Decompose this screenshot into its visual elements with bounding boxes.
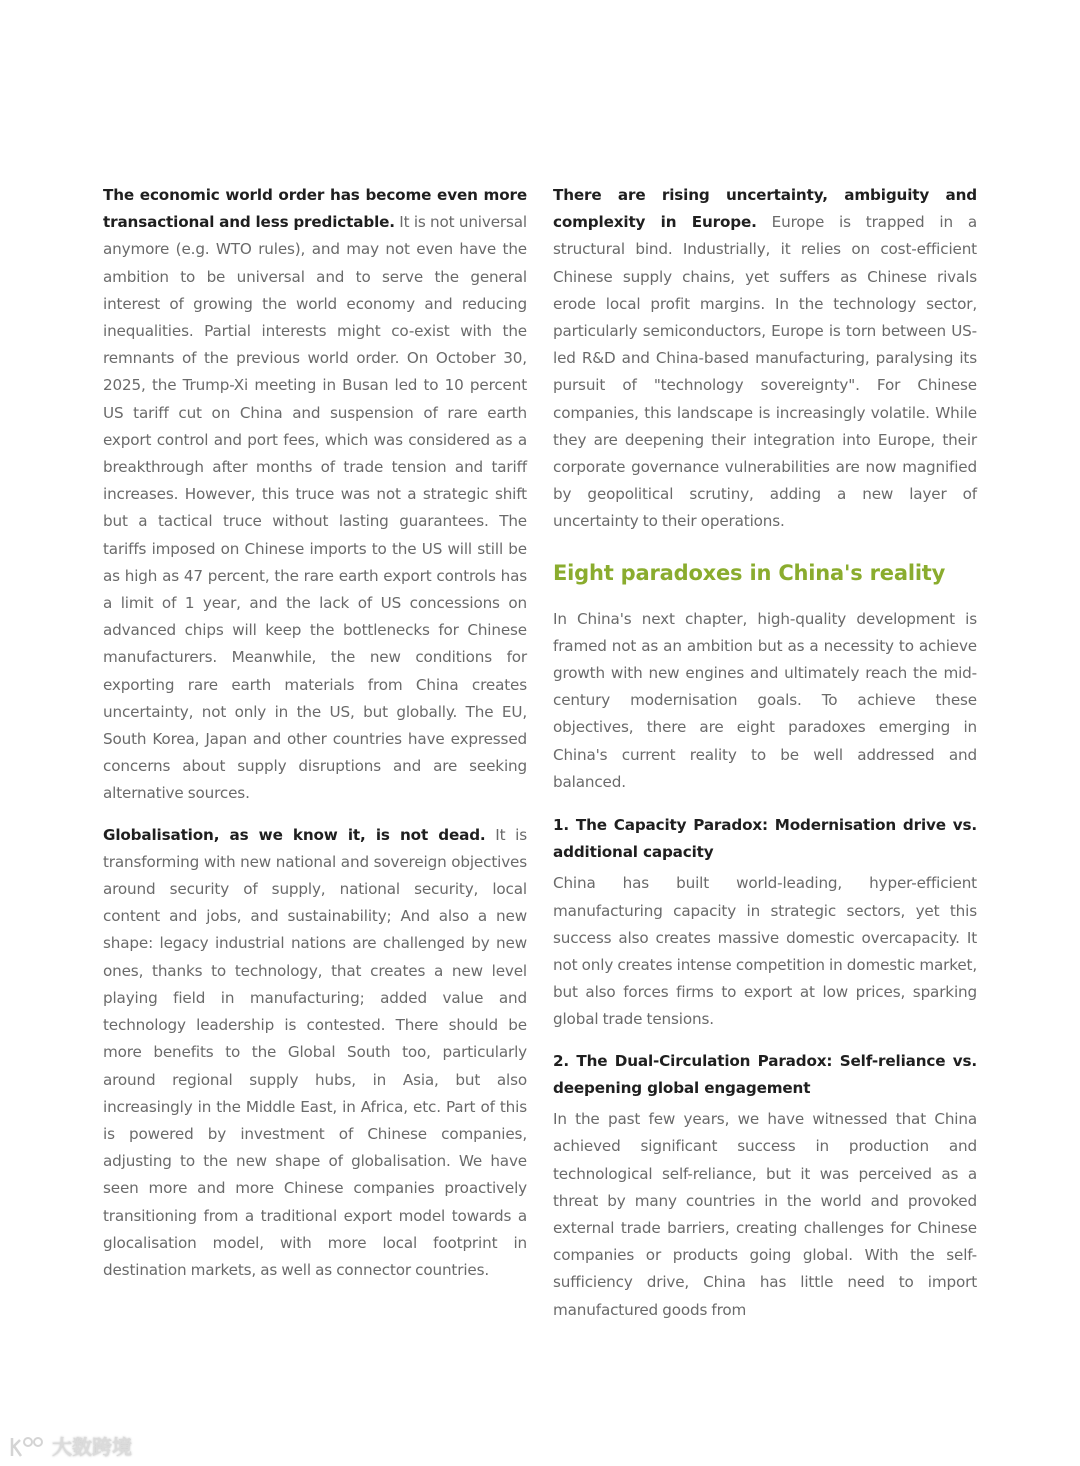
paragraph-body: It is transforming with new national and sovereign objectives around security of supply, national security, local content and jobs, and sustainability; And also a new shape: legacy industrial nations are challenged by new ones, thanks to technology, that creates a new level playing field in manufacturing; added value and technology leadership is contested. There should be more benefits to the Global South too, particularly around regional supply hubs, in Asia, but also increasingly in the Middle East, in Africa, etc. Part of this is powered by investment of Chinese companies, adjusting to the new shape of globalisation. We have seen more and more Chinese companies proactively transitioning from a traditional export model towards a glocalisation model, with more local footprint in destination markets, as well as connector countries. <box>103 825 527 1279</box>
paradox-item <box>553 1048 977 1324</box>
paradox-title: 1. The Capacity Paradox: Modernisation drive vs. additional capacity <box>553 816 977 862</box>
globalisation-paragraph <box>103 822 527 1284</box>
right-column <box>553 182 977 1338</box>
section-heading: Eight paradoxes in China's reality <box>553 560 946 585</box>
watermark-text: 大数跨境 <box>52 1435 132 1459</box>
paradox-body: In the past few years, we have witnessed that China achieved significant success in production and technological self-reliance, but it was perceived as a threat by many countries in the world and provoked external trade barriers, creating challenges for Chinese companies or products going global. With the self-sufficiency drive, China has little need to import manufactured goods from <box>553 1110 977 1319</box>
paradox-item <box>553 812 977 1034</box>
world-order-paragraph <box>103 182 527 808</box>
k100-logo-icon <box>8 1434 48 1458</box>
watermark <box>8 1431 132 1460</box>
section-intro: In China's next chapter, high-quality development is framed not as an ambition but as a necessity to achieve growth with new engines and ultimately reach the mid-century modernisation goals. To achieve these objectives, there are eight paradoxes emerging in China's current reality to be well addressed and balanced. <box>553 609 977 791</box>
paragraph-lead: Globalisation, as we know it, is not dead. <box>103 825 486 844</box>
paradox-title: 2. The Dual-Circulation Paradox: Self-reliance vs. deepening global engagement <box>553 1051 977 1097</box>
paragraph-lead: The economic world order has become even more transactional and less predictable. <box>103 186 527 232</box>
paragraph-body: Europe is trapped in a structural bind. Industrially, it relies on cost-efficient Chinese supply chains, yet suffers as Chinese rivals erode local profit margins. In the technology sector, particularly semiconductors, Europe is torn between US-led R&D and China-based manufacturing, paralysing its pursuit of "technology sovereignty". For Chinese companies, this landscape is increasingly volatile. While they are deepening their integration into Europe, their corporate governance vulnerabilities are now magnified by geopolitical scrutiny, adding a new layer of uncertainty to their operations. <box>553 213 977 531</box>
paragraph-lead: There are rising uncertainty, ambiguity and complexity in Europe. <box>553 186 977 232</box>
left-column <box>103 182 527 1298</box>
paradox-body: China has built world-leading, hyper-efficient manufacturing capacity in strategic sectors, yet this success also creates massive domestic overcapacity. It not only creates intense competition in domestic market, but also forces firms to export at low prices, sparking global trade tensions. <box>553 874 977 1029</box>
paragraph-body: It is not universal anymore (e.g. WTO rules), and may not even have the ambition to be universal and to serve the general interest of growing the world economy and reducing inequalities. Partial interests might co-exist with the remnants of the previous world order. On October 30, 2025, the Trump-Xi meeting in Busan led to 10 percent US tariff cut on China and suspension of rare earth export control and port fees, which was considered as a breakthrough after months of trade tension and tariff increases. However, this truce was not a strategic shift but a tactical truce without lasting guarantees. The tariffs imposed on Chinese imports to the US will still be as high as 47 percent, the rare earth export controls has a limit of 1 year, and the lack of US concessions on advanced chips will keep the bottlenecks for Chinese manufacturers. Meanwhile, the new conditions for exporting rare earth materials from China creates uncertainty, not only in the US, but globally. The EU, South Korea, Japan and other countries have expressed concerns about supply disruptions and are seeking alternative sources. <box>103 213 527 803</box>
europe-paragraph <box>553 182 977 536</box>
